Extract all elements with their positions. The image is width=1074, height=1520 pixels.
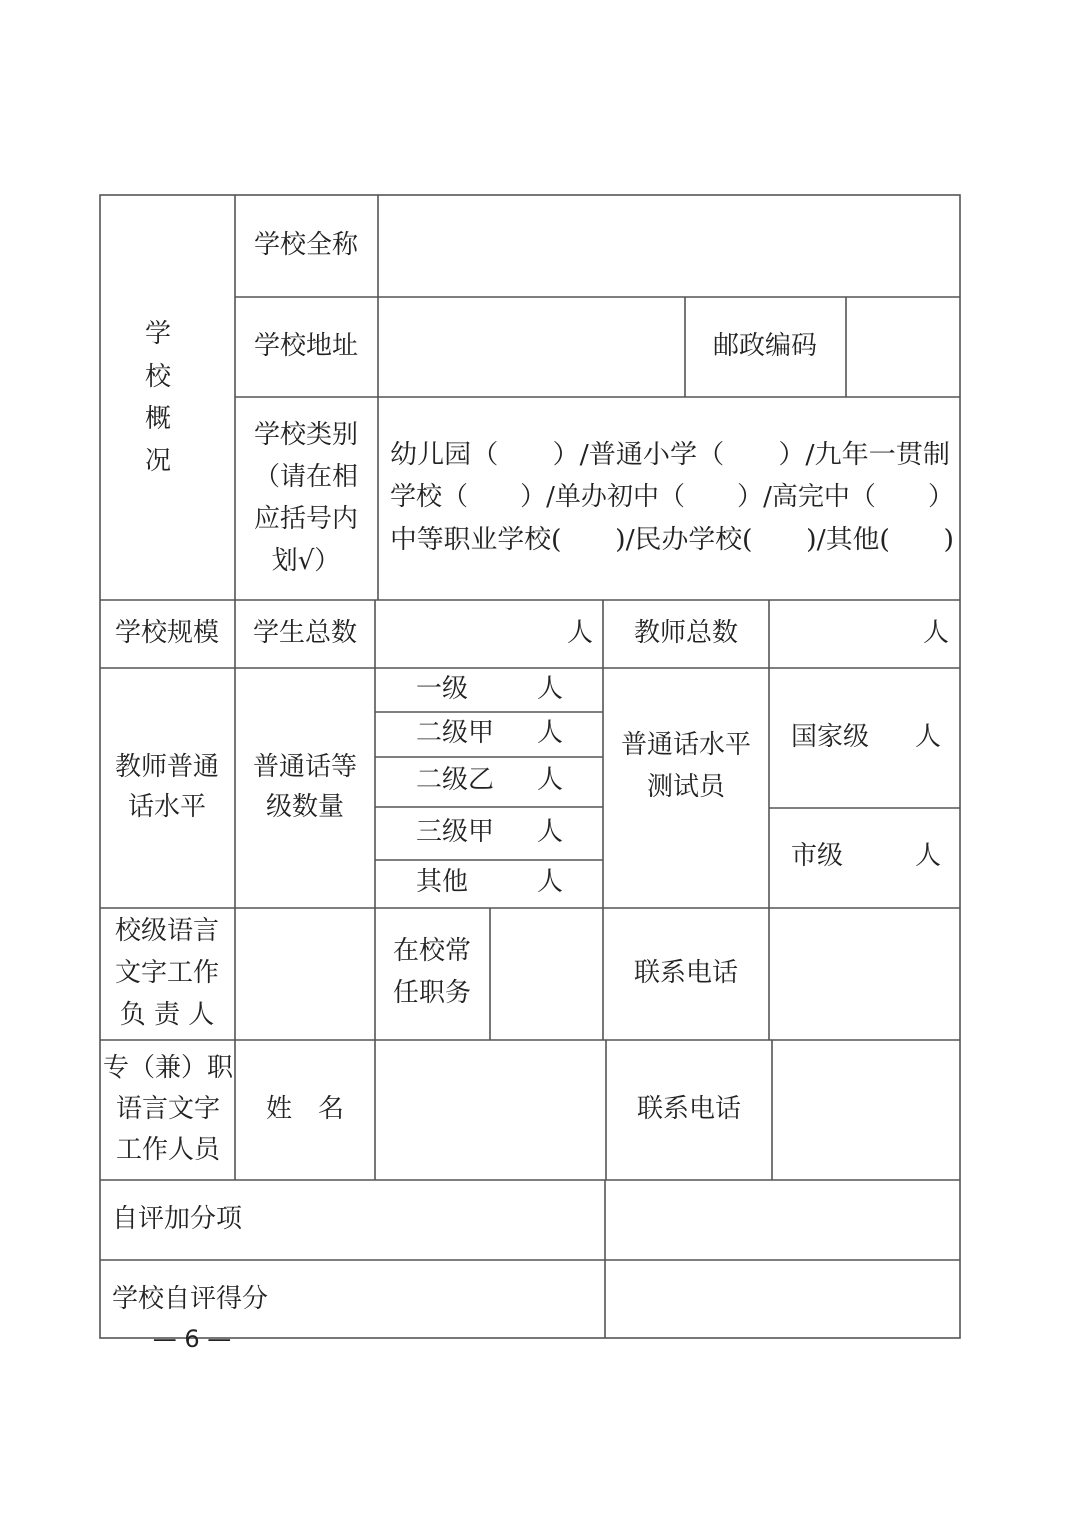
leader-phone-field[interactable] — [771, 910, 958, 1038]
self-eval-score-field[interactable] — [607, 1262, 958, 1336]
school-full-name-field[interactable] — [380, 197, 958, 295]
level-unit: 人 — [536, 674, 564, 704]
tester-label-2: 测试员 — [646, 772, 726, 802]
level-unit: 人 — [536, 867, 564, 897]
staff-name-field[interactable] — [377, 1042, 604, 1178]
putonghua-section-label-1: 教师普通 — [114, 752, 220, 782]
school-address-label: 学校地址 — [253, 331, 359, 361]
duty-field[interactable] — [492, 910, 601, 1038]
level-unit: 人 — [536, 817, 564, 847]
school-address-field[interactable] — [380, 299, 683, 395]
level-unit: 人 — [536, 765, 564, 795]
overview-section-label-4: 况 — [144, 446, 172, 476]
staff-label-2: 语言文字 — [115, 1094, 221, 1124]
school-category-options-line-3[interactable]: 中等职业学校( )/民办学校( )/其他( ) — [390, 525, 954, 555]
school-full-name-label: 学校全称 — [253, 230, 359, 260]
level-unit: 人 — [536, 718, 564, 748]
school-category-options-line-1[interactable]: 幼儿园（ ）/普通小学（ ）/九年一贯制 — [390, 440, 950, 470]
leader-label-3: 负 责 人 — [119, 1000, 215, 1030]
putonghua-section-label-2: 话水平 — [127, 792, 207, 822]
leader-label-1: 校级语言 — [114, 916, 220, 946]
leader-label-2: 文字工作 — [114, 958, 220, 988]
overview-section-label-2: 校 — [144, 362, 172, 392]
self-eval-bonus-field[interactable] — [607, 1182, 958, 1258]
level-name: 一级 — [415, 674, 469, 704]
postcode-label: 邮政编码 — [712, 331, 818, 361]
leader-name-field[interactable] — [237, 910, 373, 1038]
city-tester-unit: 人 — [914, 841, 942, 871]
self-eval-score-label: 学校自评得分 — [112, 1284, 269, 1314]
city-tester-label: 市级 — [791, 841, 844, 871]
tester-label-1: 普通话水平 — [620, 730, 752, 760]
school-category-label-3: 应括号内 — [253, 504, 359, 534]
page-number: — 6 — — [152, 1325, 232, 1353]
self-eval-bonus-label: 自评加分项 — [112, 1204, 243, 1234]
national-tester-label: 国家级 — [791, 722, 870, 752]
level-name: 二级乙 — [415, 765, 495, 795]
school-category-label-1: 学校类别 — [253, 420, 359, 450]
level-name: 二级甲 — [415, 718, 495, 748]
overview-section-label-3: 概 — [144, 404, 172, 434]
national-tester-unit: 人 — [914, 722, 942, 752]
student-total-unit: 人 — [566, 618, 594, 648]
staff-name-label: 姓 名 — [265, 1094, 345, 1124]
student-total-label: 学生总数 — [252, 618, 358, 648]
postcode-field[interactable] — [848, 299, 958, 395]
staff-label-3: 工作人员 — [115, 1135, 221, 1165]
school-category-label-4: 划√） — [271, 546, 341, 576]
overview-section-label-1: 学 — [144, 319, 172, 349]
teacher-total-unit: 人 — [922, 618, 950, 648]
staff-label-1: 专（兼）职 — [102, 1053, 234, 1083]
staff-phone-label: 联系电话 — [636, 1094, 742, 1124]
grade-count-label-2: 级数量 — [265, 792, 345, 822]
teacher-total-label: 教师总数 — [633, 618, 739, 648]
staff-phone-field[interactable] — [774, 1042, 958, 1178]
school-scale-label: 学校规模 — [114, 618, 220, 648]
level-name: 其他 — [415, 867, 469, 897]
duty-label-1: 在校常 — [392, 936, 472, 966]
leader-phone-label: 联系电话 — [633, 958, 739, 988]
school-category-options-line-2[interactable]: 学校（ ）/单办初中（ ）/高完中（ ） — [390, 482, 954, 512]
level-name: 三级甲 — [415, 817, 495, 847]
grade-count-label-1: 普通话等 — [252, 752, 358, 782]
duty-label-2: 任职务 — [392, 978, 472, 1008]
school-category-label-2: （请在相 — [253, 462, 359, 492]
